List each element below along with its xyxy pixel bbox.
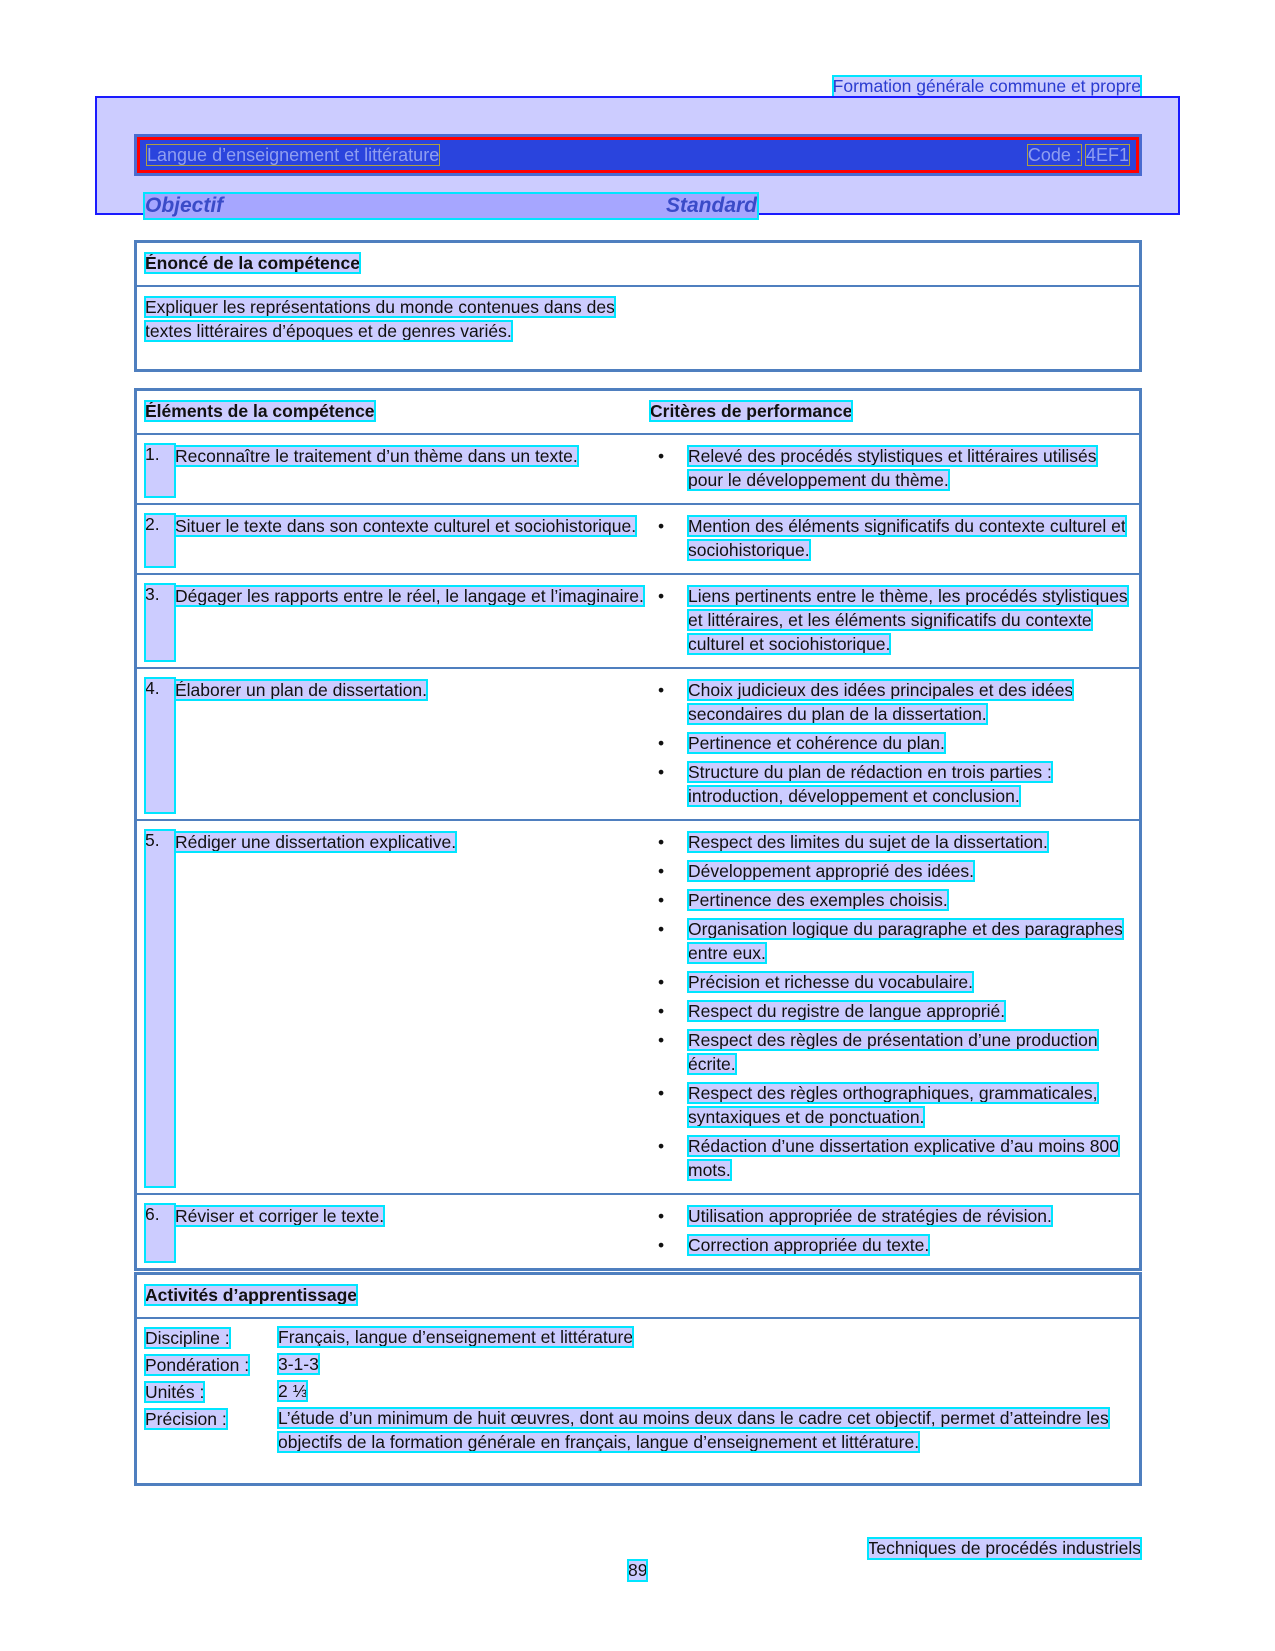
element-text: Rédiger une dissertation explicative. <box>175 832 457 852</box>
criterion-item <box>650 859 1131 883</box>
criterion-text: Respect des limites du sujet de la dissertation. <box>688 832 1048 852</box>
criterion-item <box>650 584 1131 656</box>
bullet-icon: • <box>658 680 665 700</box>
criterion-text: Rédaction d’une dissertation explicative d’au moins 800 mots. <box>688 1136 1119 1180</box>
objectif-heading: Objectif <box>145 194 224 217</box>
criterion-text: Structure du plan de rédaction en trois parties : introduction, développement et conclusion. <box>688 762 1052 806</box>
criterion-text: Précision et richesse du vocabulaire. <box>688 972 974 992</box>
subject-bar <box>134 134 1142 176</box>
page-number: 89 <box>628 1560 648 1580</box>
activity-field <box>145 1352 1131 1379</box>
criterion-text: Relevé des procédés stylistiques et littéraires utilisés pour le développement du thème. <box>688 446 1097 490</box>
field-value: L’étude d’un minimum de huit œuvres, dont au moins deux dans le cadre cet objectif, permet d’atteindre les objectifs de la formation générale en français, langue d’enseignement et littérature. <box>278 1408 1109 1452</box>
competence-row <box>137 1195 1139 1268</box>
criterion-text: Pertinence des exemples choisis. <box>688 890 948 910</box>
field-value: 2 ⅓ <box>278 1381 308 1401</box>
element-text: Reconnaître le traitement d’un thème dans un texte. <box>175 446 578 466</box>
subject-title: Langue d’enseignement et littérature <box>147 144 440 165</box>
criterion-text: Mention des éléments significatifs du contexte culturel et sociohistorique. <box>688 516 1126 560</box>
criterion-item <box>650 999 1131 1023</box>
criterion-text: Utilisation appropriée de stratégies de révision. <box>688 1206 1052 1226</box>
element-number: 4. <box>145 678 175 813</box>
bullet-icon: • <box>658 890 665 910</box>
bullet-icon: • <box>658 861 665 881</box>
criterion-item <box>650 1134 1131 1182</box>
criterion-text: Organisation logique du paragraphe et des paragraphes entre eux. <box>688 919 1123 963</box>
element-number: 1. <box>145 444 175 497</box>
element-number: 5. <box>145 830 175 1187</box>
bullet-icon: • <box>658 762 665 782</box>
bullet-icon: • <box>658 972 665 992</box>
activity-field <box>145 1406 1131 1454</box>
criterion-item <box>650 1233 1131 1257</box>
criterion-text: Respect du registre de langue approprié. <box>688 1001 1006 1021</box>
competence-row <box>137 435 1139 505</box>
criterion-text: Développement approprié des idées. <box>688 861 975 881</box>
field-label: Discipline : <box>145 1328 230 1348</box>
element-text: Dégager les rapports entre le réel, le langage et l’imaginaire. <box>175 586 644 606</box>
field-label: Précision : <box>145 1409 227 1429</box>
bullet-icon: • <box>658 516 665 536</box>
element-text: Réviser et corriger le texte. <box>175 1206 385 1226</box>
field-label: Unités : <box>145 1382 205 1402</box>
activity-field <box>145 1379 1131 1406</box>
elements-table <box>134 388 1142 1271</box>
criterion-text: Respect des règles orthographiques, grammaticales, syntaxiques et de ponctuation. <box>688 1083 1098 1127</box>
element-number: 2. <box>145 514 175 567</box>
enonce-section <box>134 240 1142 372</box>
competence-row <box>137 821 1139 1195</box>
field-label: Pondération : <box>145 1355 250 1375</box>
criterion-text: Choix judicieux des idées principales et des idées secondaires du plan de la dissertation. <box>688 680 1074 724</box>
competence-row <box>137 505 1139 575</box>
criterion-item <box>650 830 1131 854</box>
criterion-item <box>650 678 1131 726</box>
code: Code : 4EF1 <box>1027 144 1129 165</box>
criterion-item <box>650 444 1131 492</box>
bullet-icon: • <box>658 1030 665 1050</box>
criterion-item <box>650 888 1131 912</box>
activity-field <box>145 1325 1131 1352</box>
element-text: Élaborer un plan de dissertation. <box>175 680 427 700</box>
criterion-item <box>650 1204 1131 1228</box>
element-number: 6. <box>145 1204 175 1262</box>
elements-header: Éléments de la compétence <box>145 401 375 421</box>
element-text: Situer le texte dans son contexte culturel et sociohistorique. <box>175 516 637 536</box>
criterion-item <box>650 514 1131 562</box>
criterion-item <box>650 1081 1131 1129</box>
criterion-item <box>650 731 1131 755</box>
bullet-icon: • <box>658 1136 665 1156</box>
criterion-text: Correction appropriée du texte. <box>688 1235 930 1255</box>
activites-section <box>134 1272 1142 1486</box>
bullet-icon: • <box>658 1001 665 1021</box>
bullet-icon: • <box>658 919 665 939</box>
criterion-text: Pertinence et cohérence du plan. <box>688 733 945 753</box>
activites-title: Activités d’apprentissage <box>145 1285 358 1305</box>
enonce-title: Énoncé de la compétence <box>145 253 360 273</box>
bullet-icon: • <box>658 733 665 753</box>
objective-standard-row <box>145 194 757 218</box>
criteria-header: Critères de performance <box>650 401 853 421</box>
bullet-icon: • <box>658 586 665 606</box>
bullet-icon: • <box>658 1206 665 1226</box>
criterion-item <box>650 760 1131 808</box>
competence-row <box>137 669 1139 821</box>
footer-program: Techniques de procédés industriels <box>867 1538 1141 1558</box>
standard-heading: Standard <box>665 194 757 217</box>
bullet-icon: • <box>658 446 665 466</box>
program-header: Formation générale commune et propre <box>832 76 1141 96</box>
competence-row <box>137 575 1139 669</box>
bullet-icon: • <box>658 832 665 852</box>
bullet-icon: • <box>658 1083 665 1103</box>
criterion-item <box>650 970 1131 994</box>
criterion-text: Respect des règles de présentation d’une production écrite. <box>688 1030 1098 1074</box>
bullet-icon: • <box>658 1235 665 1255</box>
criterion-item <box>650 917 1131 965</box>
criterion-item <box>650 1028 1131 1076</box>
field-value: 3-1-3 <box>278 1354 319 1374</box>
enonce-text: Expliquer les représentations du monde contenues dans des textes littéraires d’époques et de genres variés. <box>145 297 615 341</box>
element-number: 3. <box>145 584 175 661</box>
criterion-text: Liens pertinents entre le thème, les procédés stylistiques et littéraires, et les éléments significatifs du contexte culturel et sociohistorique. <box>688 586 1128 654</box>
field-value: Français, langue d’enseignement et littérature <box>278 1327 634 1347</box>
